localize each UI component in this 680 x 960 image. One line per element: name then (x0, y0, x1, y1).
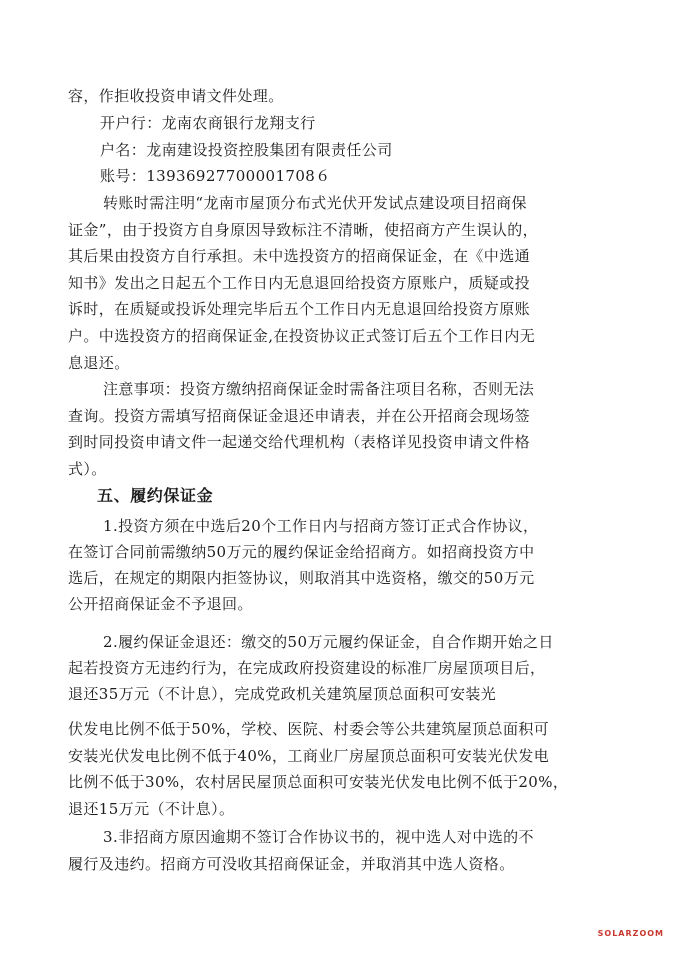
paragraph-line: 公开招商保证金不予退回。 (68, 595, 253, 613)
paragraph-line: 履行及违约。招商方可没收其招商保证金，并取消其中选人资格。 (68, 855, 515, 873)
paragraph-line: 户。中选投资方的招商保证金,在投资协议正式签订后五个工作日内无 (68, 327, 536, 345)
bank-open-line: 开户行：龙南农商银行龙翔支行 (100, 114, 316, 132)
paragraph-line: 知书》发出之日起五个工作日内无息退回给投资方原账户，质疑或投 (68, 274, 531, 292)
paragraph-line: 证金”，由于投资方自身原因导致标注不清晰，使招商方产生误认的， (68, 221, 539, 239)
paragraph-line: 转账时需注明“龙南市屋顶分布式光伏开发试点建设项目招商保 (103, 194, 527, 212)
paragraph-line: 容，作拒收投资申请文件处理。 (68, 87, 284, 105)
account-number-line: 账号：13936927700001708６ (100, 167, 331, 185)
account-name-line: 户名：龙南建设投资控股集团有限责任公司 (100, 141, 393, 159)
paragraph-line: 注意事项：投资方缴纳招商保证金时需备注项目名称，否则无法 (103, 380, 535, 398)
paragraph-line: 1.投资方须在中选后20个工作日内与招商方签订正式合作协议， (103, 517, 539, 535)
paragraph-line: 3.非招商方原因逾期不签订合作协议书的，视中选人对中选的不 (103, 828, 534, 846)
paragraph-line: 在签订合同前需缴纳50万元的履约保证金给招商方。如招商投资方中 (68, 543, 535, 561)
paragraph-line: 其后果由投资方自行承担。未中选投资方的招商保证金，在《中选通 (68, 247, 531, 265)
paragraph-line: 比例不低于30%，农村居民屋顶总面积可安装光伏发电比例不低于20%， (68, 773, 569, 791)
paragraph-line: 退还35万元（不计息），完成党政机关建筑屋顶总面积可安装光 (68, 685, 497, 703)
paragraph-line: 2.履约保证金退还：缴交的50万元履约保证金，自合作期开始之日 (103, 633, 554, 651)
paragraph-line: 起若投资方无违约行为，在完成政府投资建设的标准厂房屋顶项目后， (68, 659, 546, 677)
paragraph-line: 查询。投资方需填写招商保证金退还申请表，并在公开招商会现场签 (68, 407, 531, 425)
paragraph-line: 退还15万元（不计息）。 (68, 800, 235, 818)
paragraph-line: 选后，在规定的期限内拒签协议，则取消其中选资格，缴交的50万元 (68, 569, 535, 587)
section-heading: 五、履约保证金 (97, 486, 214, 505)
paragraph-line: 安装光伏发电比例不低于40%，工商业厂房屋顶总面积可安装光伏发电 (68, 747, 550, 765)
paragraph-line: 到时同投资申请文件一起递交给代理机构（表格详见投资申请文件格 (68, 433, 531, 451)
paragraph-line: 诉时，在质疑或投诉处理完毕后五个工作日内无息退回给投资方原账 (68, 300, 531, 318)
solarzoom-watermark: SOLARZOOM (597, 929, 664, 938)
paragraph-line: 息退还。 (68, 354, 130, 372)
paragraph-line: 式）。 (68, 460, 107, 478)
paragraph-line: 伏发电比例不低于50%，学校、医院、村委会等公共建筑屋顶总面积可 (68, 720, 550, 738)
